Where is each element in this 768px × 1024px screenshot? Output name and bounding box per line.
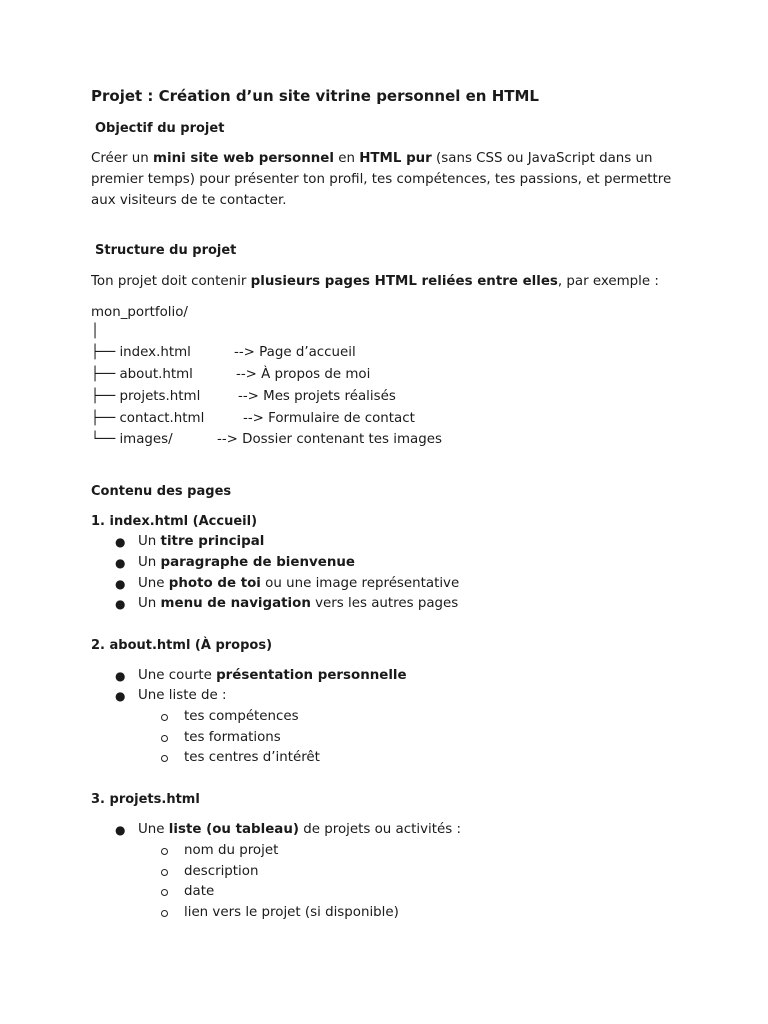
sub-list-item: tes compétences [184, 709, 299, 724]
sub-list-item: date [184, 884, 215, 899]
bullet-icon: ● [115, 535, 126, 549]
objectif-line-2: premier temps) pour présenter ton profil, tes compétences, tes passions, et permettre [91, 172, 672, 187]
bold-text: HTML pur [359, 151, 432, 166]
bold-text: liste (ou tableau) [168, 822, 299, 837]
bold-text: mini site web personnel [153, 151, 334, 166]
tree-desc: --> Dossier contenant tes images [217, 432, 442, 447]
text: (sans CSS ou JavaScript dans un [431, 151, 653, 166]
bullet-icon: ● [115, 669, 126, 683]
bold-text: menu de navigation [160, 596, 311, 611]
text: Une [138, 822, 169, 837]
text: , par exemple : [557, 274, 659, 289]
text: Une [138, 576, 169, 591]
bold-text: plusieurs pages HTML reliées entre elles [250, 274, 558, 289]
tree-desc: --> Mes projets réalisés [238, 389, 396, 404]
tree-root: mon_portfolio/ [91, 305, 188, 320]
index-heading: 1. index.html (Accueil) [91, 514, 258, 529]
bullet-icon: ● [115, 823, 126, 837]
sub-list-item: tes formations [184, 730, 281, 745]
tree-branch: └── images/ [91, 432, 173, 447]
circle-bullet-icon [161, 714, 168, 721]
bullet-icon: ● [115, 689, 126, 703]
bold-text: titre principal [160, 534, 265, 549]
bold-text: présentation personnelle [216, 668, 407, 683]
text: Créer un [91, 151, 154, 166]
circle-bullet-icon [161, 755, 168, 762]
sub-list-item: nom du projet [184, 843, 279, 858]
bullet-icon: ● [115, 597, 126, 611]
tree-desc: --> À propos de moi [236, 367, 371, 382]
bullet-icon: ● [115, 556, 126, 570]
circle-bullet-icon [161, 848, 168, 855]
tree-branch: ├── about.html [91, 367, 193, 382]
tree-desc: --> Page d’accueil [234, 345, 356, 360]
list-item [138, 596, 458, 611]
sub-list-item: tes centres d’intérêt [184, 750, 320, 765]
list-item [138, 555, 355, 570]
sub-list-item: lien vers le projet (si disponible) [184, 905, 399, 920]
text: ou une image représentative [260, 576, 460, 591]
page-title: Projet : Création d’un site vitrine personnel en HTML [91, 87, 539, 105]
structure-heading: Structure du projet [95, 243, 237, 258]
tree-branch: ├── index.html [91, 345, 191, 360]
list-item [138, 822, 461, 837]
projets-heading: 3. projets.html [91, 792, 200, 807]
text: en [333, 151, 360, 166]
bold-text: paragraphe de bienvenue [160, 555, 355, 570]
circle-bullet-icon [161, 889, 168, 896]
objectif-line-1 [91, 148, 653, 169]
structure-intro [91, 271, 659, 292]
tree-pipe: │ [91, 324, 100, 339]
text: vers les autres pages [310, 596, 459, 611]
tree-branch: ├── projets.html [91, 389, 201, 404]
list-item: Une liste de : [138, 688, 227, 703]
circle-bullet-icon [161, 910, 168, 917]
about-heading: 2. about.html (À propos) [91, 638, 273, 653]
text: Une courte [138, 668, 217, 683]
tree-branch: ├── contact.html [91, 411, 205, 426]
objectif-heading: Objectif du projet [95, 121, 225, 136]
text: Un [138, 534, 161, 549]
list-item [138, 534, 264, 549]
sub-list-item: description [184, 864, 259, 879]
text: de projets ou activités : [299, 822, 461, 837]
circle-bullet-icon [161, 869, 168, 876]
text: Ton projet doit contenir [91, 274, 251, 289]
text: Un [138, 596, 161, 611]
list-item [138, 668, 407, 683]
list-item [138, 576, 459, 591]
bold-text: photo de toi [168, 576, 261, 591]
contenu-heading: Contenu des pages [91, 484, 232, 499]
objectif-line-3: aux visiteurs de te contacter. [91, 193, 287, 208]
text: Un [138, 555, 161, 570]
tree-desc: --> Formulaire de contact [243, 411, 415, 426]
bullet-icon: ● [115, 577, 126, 591]
circle-bullet-icon [161, 735, 168, 742]
